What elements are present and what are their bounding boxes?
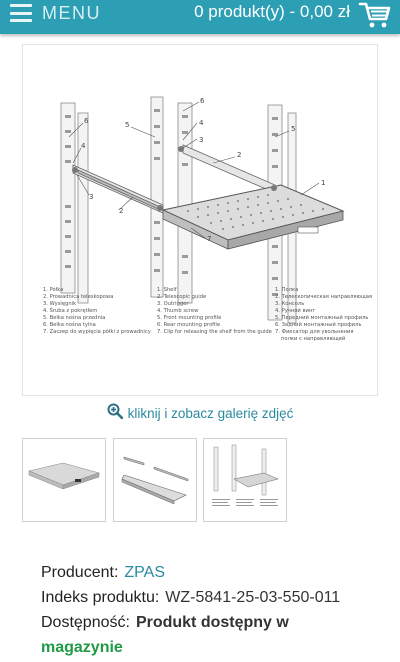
thumbnail-strip [22,438,378,522]
legend-ru-7: 7. Фиксатор для увольнения [275,329,354,335]
callout-2: 2 [119,207,124,215]
callout-3: 3 [89,193,94,201]
availability-value-cont: magazynie [41,639,123,656]
index-row [41,585,381,610]
callout-4b: 4 [199,119,204,127]
legend-ru-2: 2. Телескопическая направляющая [275,294,373,300]
producer-label: Producent: [41,564,119,581]
legend-en-7: 7. Clip for releasing the shelf from the guide [157,329,272,335]
cart-summary[interactable]: 0 produkt(y) - 0,00 zł [194,2,350,21]
legend-ru-7b: полки с направляющей [281,336,346,342]
legend-en-3: 3. Outrigger [157,301,189,307]
availability-label: Dostępność: [41,614,130,631]
thumbnail-shelf-front[interactable] [22,438,106,522]
callout-5: 5 [125,121,130,129]
callout-6: 6 [84,117,89,125]
callout-5b: 5 [291,125,296,133]
producer-link[interactable]: ZPAS [124,564,165,581]
legend-en-5: 5. Front mounting profile [157,315,222,321]
index-value: WZ-5841-25-03-550-011 [165,589,341,606]
availability-value: Produkt dostępny w [135,614,289,631]
legend-pl-5: 5. Belka nośna przednia [43,315,106,321]
index-label: Indeks produktu: [41,589,160,606]
callout-7: 7 [207,235,212,243]
producer-row [41,560,381,585]
gallery-link-label: kliknij i zobacz galerię zdjęć [127,406,294,421]
thumbnail-shelf-diagram[interactable] [203,438,287,522]
legend-en-1: 1. Shelf [157,287,177,293]
menu-button[interactable] [10,0,101,26]
availability-row [41,610,381,635]
gallery-link[interactable] [0,406,400,422]
legend-en-2: 2. Telescopic guide [157,294,207,300]
callout-3b: 3 [199,136,204,144]
legend-pl-4: 4. Śruba z pokrętłem [43,308,98,314]
legend-pl-3: 3. Wysięgnik [43,301,77,307]
legend-en-4: 4. Thumb screw [157,308,199,314]
legend-ru-1: 1. Полка [275,287,299,293]
shopping-cart-icon[interactable] [358,0,392,30]
legend-ru-6: 6. Задний монтажный профиль [275,322,362,328]
callout-6b: 6 [200,97,205,105]
menu-label: MENU [42,2,101,23]
legend-en-6: 6. Rear mounting profile [157,322,221,328]
legend-pl-7: 7. Zaczep do wypięcia półki z prowadnicy [43,329,151,335]
legend-pl-2: 2. Prowadnica teleskopowa [43,294,114,300]
product-info [41,560,381,660]
hamburger-icon [10,4,32,22]
product-main-image[interactable] [22,44,378,396]
callout-4: 4 [81,142,86,150]
callout-2b: 2 [237,151,242,159]
top-bar [0,0,400,34]
legend-pl-1: 1. Półka [43,287,64,293]
legend-ru-4: 4. Ручной винт [275,308,316,314]
callout-1: 1 [321,179,326,187]
legend-pl-6: 6. Belka nośna tylna [43,322,96,328]
thumbnail-shelf-rails[interactable] [113,438,197,522]
zoom-in-icon [107,403,123,422]
legend-ru-3: 3. Консоль [275,301,305,307]
legend-ru-5: 5. Передний монтажный профиль [275,315,369,321]
